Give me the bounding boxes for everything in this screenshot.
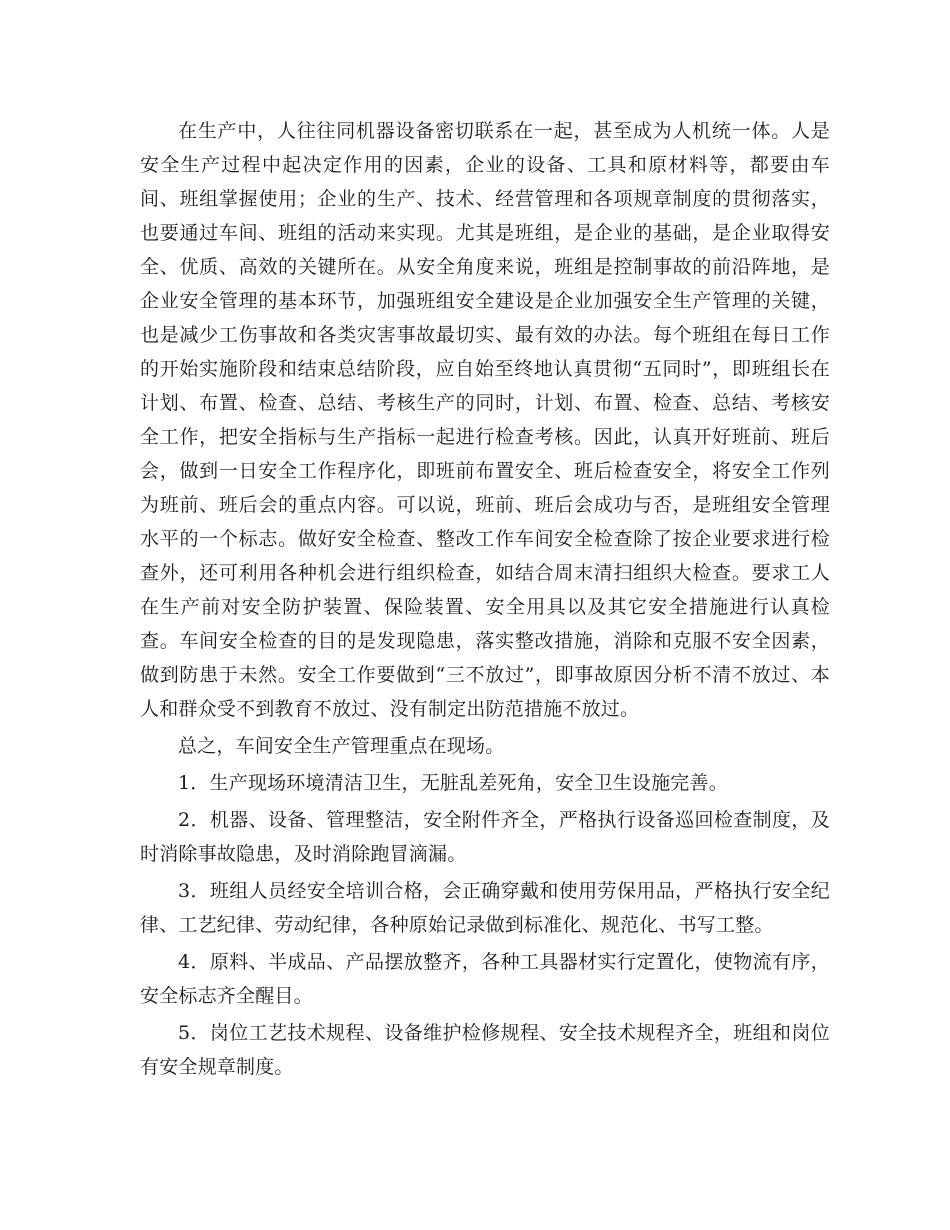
body-paragraph-summary: 总之，车间安全生产管理重点在现场。	[178, 735, 505, 757]
document-body	[140, 114, 830, 1084]
list-item-1: 1．生产现场环境清洁卫生，无脏乱差死角，安全卫生设施完善。	[178, 772, 728, 794]
list-item-2: 2．机器、设备、管理整洁，安全附件齐全，严格执行设备巡回检查制度，及时消除事故隐患，及时消除跑冒滴漏。	[140, 809, 830, 865]
list-item-5: 5．岗位工艺技术规程、设备维护检修规程、安全技术规程齐全，班组和岗位有安全规章制度。	[140, 1022, 830, 1078]
list-item-4: 4．原料、半成品、产品摆放整齐，各种工具器材实行定置化，使物流有序，安全标志齐全醒目。	[140, 951, 830, 1007]
body-paragraph-intro: 在生产中，人往往同机器设备密切联系在一起，甚至成为人机统一体。人是安全生产过程中起决定作用的因素，企业的设备、工具和原材料等，都要由车间、班组掌握使用；企业的生产、技术、经营管理和各项规章制度的贯彻落实，也要通过车间、班组的活动来实现。尤其是班组，是企业的基础，是企业取得安全、优质、高效的关键所在。从安全角度来说，班组是控制事故的前沿阵地，是企业安全管理的基本环节，加强班组安全建设是企业加强安全生产管理的关键，也是减少工伤事故和各类灾害事故最切实、最有效的办法。每个班组在每日工作的开始实施阶段和结束总结阶段，应自始至终地认真贯彻“五同时”，即班组长在计划、布置、检查、总结、考核生产的同时，计划、布置、检查、总结、考核安全工作，把安全指标与生产指标一起进行检查考核。因此，认真开好班前、班后会，做到一日安全工作程序化，即班前布置安全、班后检查安全，将安全工作列为班前、班后会的重点内容。可以说，班前、班后会成功与否，是班组安全管理水平的一个标志。做好安全检查、整改工作车间安全检查除了按企业要求进行检查外，还可利用各种机会进行组织检查，如结合周末清扫组织大检查。要求工人在生产前对安全防护装置、保险装置、安全用具以及其它安全措施进行认真检查。车间安全检查的目的是发现隐患，落实整改措施，消除和克服不安全因素，做到防患于未然。安全工作要做到“三不放过”，即事故原因分析不清不放过、本人和群众受不到教育不放过、没有制定出防范措施不放过。	[140, 120, 830, 720]
list-item-3: 3．班组人员经安全培训合格，会正确穿戴和使用劳保用品，严格执行安全纪律、工艺纪律、劳动纪律，各种原始记录做到标准化、规范化、书写工整。	[140, 880, 830, 936]
